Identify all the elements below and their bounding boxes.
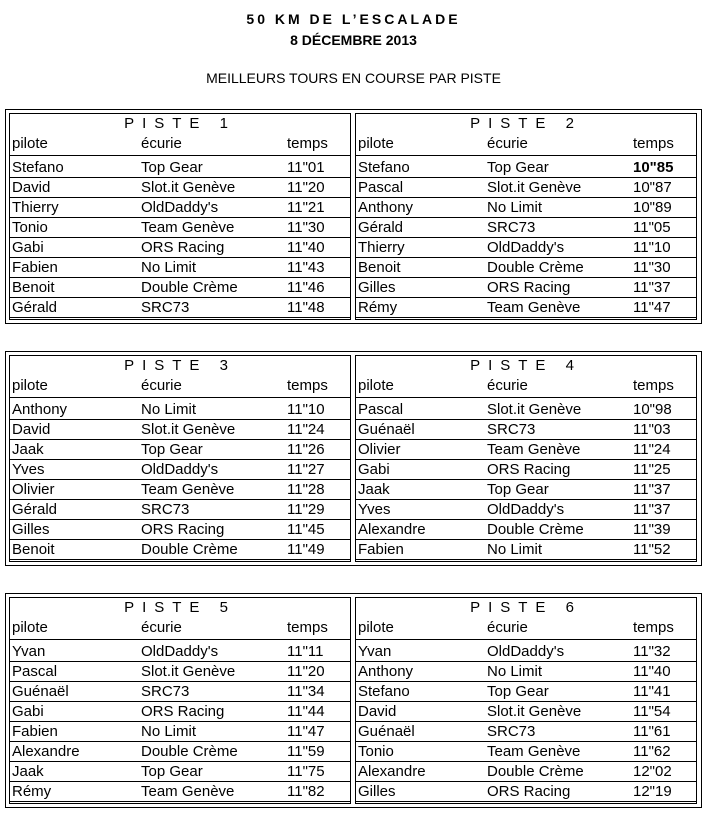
cell-pilote: Gabi	[358, 461, 390, 478]
cell-pilote: Pascal	[12, 663, 58, 680]
column-header-temps: temps	[287, 135, 328, 152]
column-header-pilote: pilote	[358, 377, 394, 394]
cell-temps: 11"26	[287, 441, 325, 458]
cell-ecurie: OldDaddy's	[141, 199, 219, 216]
piste-group-1	[5, 109, 702, 324]
cell-pilote: Benoit	[12, 279, 55, 296]
cell-temps: 11"54	[633, 703, 671, 720]
column-header-temps: temps	[633, 135, 674, 152]
cell-temps: 11"37	[633, 279, 671, 296]
cell-temps: 11"20	[287, 179, 325, 196]
cell-pilote: Benoit	[12, 541, 55, 558]
table-body	[356, 400, 696, 560]
cell-ecurie: Top Gear	[487, 481, 549, 498]
table-row	[356, 440, 696, 460]
table-row	[356, 460, 696, 480]
table-row	[10, 520, 350, 540]
column-header-ecurie: écurie	[487, 377, 528, 394]
cell-ecurie: No Limit	[487, 199, 543, 216]
cell-ecurie: Double Crème	[487, 521, 584, 538]
cell-pilote: Fabien	[12, 259, 58, 276]
cell-temps: 11"10	[287, 401, 325, 418]
table-row	[356, 642, 696, 662]
table-row	[10, 742, 350, 762]
cell-pilote: Jaak	[12, 763, 44, 780]
cell-temps: 11"20	[287, 663, 325, 680]
cell-temps: 11"11	[287, 643, 324, 660]
cell-ecurie: SRC73	[141, 683, 190, 700]
table-row	[356, 298, 696, 318]
cell-pilote: Anthony	[12, 401, 68, 418]
cell-ecurie: SRC73	[141, 299, 190, 316]
cell-ecurie: Double Crème	[487, 259, 584, 276]
table-row	[356, 520, 696, 540]
cell-ecurie: Team Genève	[487, 299, 581, 316]
cell-ecurie: SRC73	[141, 501, 190, 518]
table-row	[356, 702, 696, 722]
cell-pilote: Yves	[358, 501, 391, 518]
header-divider	[356, 397, 696, 398]
table-row	[356, 278, 696, 298]
cell-ecurie: ORS Racing	[141, 521, 225, 538]
column-header-temps: temps	[633, 377, 674, 394]
cell-pilote: Stefano	[358, 683, 410, 700]
cell-temps: 12"02	[633, 763, 672, 780]
cell-pilote: Gabi	[12, 239, 44, 256]
cell-ecurie: Top Gear	[141, 441, 203, 458]
table-row	[356, 258, 696, 278]
table-row	[10, 682, 350, 702]
cell-ecurie: Team Genève	[141, 783, 235, 800]
cell-pilote: Tonio	[12, 219, 48, 236]
cell-pilote: David	[12, 421, 51, 438]
table-row	[10, 178, 350, 198]
cell-temps: 11"03	[633, 421, 671, 438]
table-row	[356, 400, 696, 420]
cell-ecurie: SRC73	[487, 421, 536, 438]
table-row	[356, 158, 696, 178]
table-row	[10, 762, 350, 782]
cell-pilote: Gilles	[358, 279, 396, 296]
cell-ecurie: OldDaddy's	[487, 643, 565, 660]
cell-temps: 10"89	[633, 199, 672, 216]
table-body	[10, 642, 350, 802]
column-header-ecurie: écurie	[487, 135, 528, 152]
cell-ecurie: Slot.it Genève	[141, 421, 236, 438]
cell-temps: 11"39	[633, 521, 671, 538]
cell-temps: 10"98	[633, 401, 672, 418]
table-row	[10, 662, 350, 682]
column-header-temps: temps	[287, 377, 328, 394]
piste-title: PISTE 1	[124, 115, 236, 132]
cell-ecurie: OldDaddy's	[487, 501, 565, 518]
cell-pilote: Guénaël	[358, 723, 415, 740]
table-row	[356, 742, 696, 762]
cell-temps: 11"47	[633, 299, 671, 316]
cell-pilote: Fabien	[358, 541, 404, 558]
document-title: 50 KM DE L’ESCALADE	[246, 11, 461, 27]
cell-temps: 11"48	[287, 299, 325, 316]
table-row	[10, 540, 350, 560]
column-header-ecurie: écurie	[141, 619, 182, 636]
cell-ecurie: Double Crème	[487, 763, 584, 780]
cell-temps: 11"24	[633, 441, 671, 458]
cell-temps: 11"45	[287, 521, 325, 538]
cell-pilote: Guénaël	[12, 683, 69, 700]
cell-pilote: Jaak	[12, 441, 44, 458]
piste-title: PISTE 6	[470, 599, 582, 616]
cell-pilote: Alexandre	[358, 763, 426, 780]
cell-temps: 11"32	[633, 643, 671, 660]
cell-temps: 11"37	[633, 481, 671, 498]
cell-ecurie: Team Genève	[141, 481, 235, 498]
piste-table	[355, 113, 697, 320]
cell-temps: 11"24	[287, 421, 325, 438]
cell-ecurie: SRC73	[487, 219, 536, 236]
piste-title: PISTE 3	[124, 357, 236, 374]
table-row	[356, 178, 696, 198]
table-row	[10, 278, 350, 298]
cell-ecurie: No Limit	[141, 401, 197, 418]
cell-ecurie: OldDaddy's	[141, 461, 219, 478]
table-row	[10, 500, 350, 520]
cell-temps: 11"62	[633, 743, 671, 760]
table-row	[10, 258, 350, 278]
cell-temps: 10"87	[633, 179, 672, 196]
cell-temps: 11"01	[287, 159, 325, 176]
cell-ecurie: ORS Racing	[141, 239, 225, 256]
table-row	[356, 722, 696, 742]
table-row	[10, 722, 350, 742]
table-row	[356, 682, 696, 702]
cell-temps: 11"40	[633, 663, 671, 680]
document-subtitle: MEILLEURS TOURS EN COURSE PAR PISTE	[206, 70, 501, 86]
column-header-pilote: pilote	[12, 619, 48, 636]
cell-pilote: Gérald	[358, 219, 404, 236]
cell-pilote: Gilles	[12, 521, 50, 538]
cell-ecurie: No Limit	[141, 723, 197, 740]
header-divider	[10, 397, 350, 398]
cell-temps: 11"05	[633, 219, 671, 236]
cell-ecurie: Top Gear	[141, 763, 203, 780]
cell-temps: 11"49	[287, 541, 325, 558]
piste-group-3	[5, 593, 702, 808]
header-divider	[356, 639, 696, 640]
cell-pilote: David	[12, 179, 51, 196]
cell-pilote: Yvan	[12, 643, 46, 660]
cell-temps: 11"27	[287, 461, 325, 478]
cell-ecurie: Double Crème	[141, 279, 238, 296]
cell-temps: 11"30	[633, 259, 671, 276]
piste-table	[355, 597, 697, 804]
column-header-pilote: pilote	[358, 619, 394, 636]
table-row	[10, 642, 350, 662]
header-divider	[356, 155, 696, 156]
cell-pilote: Yves	[12, 461, 45, 478]
cell-pilote: Thierry	[12, 199, 59, 216]
cell-pilote: Gilles	[358, 783, 396, 800]
cell-pilote: Rémy	[358, 299, 398, 316]
cell-pilote: David	[358, 703, 397, 720]
cell-temps: 11"30	[287, 219, 325, 236]
cell-temps: 11"10	[633, 239, 671, 256]
table-row	[356, 218, 696, 238]
table-row	[10, 782, 350, 802]
cell-pilote: Anthony	[358, 199, 414, 216]
cell-pilote: Stefano	[358, 159, 410, 176]
table-row	[356, 238, 696, 258]
table-row	[356, 420, 696, 440]
table-row	[10, 480, 350, 500]
table-row	[10, 460, 350, 480]
cell-temps: 11"75	[287, 763, 325, 780]
table-body	[10, 158, 350, 318]
cell-temps: 11"21	[287, 199, 325, 216]
cell-ecurie: ORS Racing	[141, 703, 225, 720]
table-row	[10, 440, 350, 460]
piste-title: PISTE 4	[470, 357, 582, 374]
cell-pilote: Gabi	[12, 703, 44, 720]
cell-ecurie: Slot.it Genève	[141, 179, 236, 196]
column-header-pilote: pilote	[358, 135, 394, 152]
table-body	[356, 158, 696, 318]
cell-pilote: Pascal	[358, 179, 404, 196]
table-row	[10, 218, 350, 238]
cell-ecurie: ORS Racing	[487, 461, 571, 478]
cell-ecurie: No Limit	[487, 541, 543, 558]
cell-ecurie: Team Genève	[141, 219, 235, 236]
column-header-pilote: pilote	[12, 135, 48, 152]
cell-pilote: Stefano	[12, 159, 64, 176]
cell-pilote: Gérald	[12, 501, 58, 518]
cell-temps: 11"47	[287, 723, 325, 740]
cell-temps: 11"29	[287, 501, 325, 518]
cell-ecurie: No Limit	[141, 259, 197, 276]
cell-temps: 11"37	[633, 501, 671, 518]
piste-title: PISTE 2	[470, 115, 582, 132]
cell-pilote: Thierry	[358, 239, 405, 256]
cell-temps: 11"82	[287, 783, 325, 800]
cell-ecurie: Slot.it Genève	[487, 703, 582, 720]
cell-temps: 11"46	[287, 279, 325, 296]
cell-ecurie: Top Gear	[487, 159, 549, 176]
cell-pilote: Alexandre	[358, 521, 426, 538]
cell-pilote: Olivier	[12, 481, 55, 498]
cell-temps: 11"52	[633, 541, 671, 558]
cell-ecurie: Top Gear	[141, 159, 203, 176]
cell-pilote: Benoit	[358, 259, 401, 276]
cell-ecurie: OldDaddy's	[487, 239, 565, 256]
table-row	[10, 420, 350, 440]
table-row	[10, 198, 350, 218]
column-header-temps: temps	[287, 619, 328, 636]
cell-pilote: Alexandre	[12, 743, 80, 760]
column-header-ecurie: écurie	[141, 377, 182, 394]
header-divider	[10, 639, 350, 640]
table-row	[356, 662, 696, 682]
cell-pilote: Tonio	[358, 743, 394, 760]
cell-temps: 11"25	[633, 461, 671, 478]
cell-pilote: Yvan	[358, 643, 392, 660]
table-body	[10, 400, 350, 560]
piste-table	[9, 597, 351, 804]
cell-pilote: Fabien	[12, 723, 58, 740]
cell-pilote: Jaak	[358, 481, 390, 498]
piste-group-2	[5, 351, 702, 566]
cell-temps: 11"61	[633, 723, 671, 740]
cell-ecurie: No Limit	[487, 663, 543, 680]
table-row	[10, 298, 350, 318]
table-row	[356, 500, 696, 520]
column-header-ecurie: écurie	[141, 135, 182, 152]
table-row	[356, 198, 696, 218]
cell-ecurie: Double Crème	[141, 541, 238, 558]
table-row	[356, 480, 696, 500]
cell-pilote: Olivier	[358, 441, 401, 458]
cell-pilote: Gérald	[12, 299, 58, 316]
column-header-temps: temps	[633, 619, 674, 636]
table-row	[10, 702, 350, 722]
document-date: 8 DÉCEMBRE 2013	[290, 32, 417, 48]
cell-ecurie: Slot.it Genève	[487, 179, 582, 196]
piste-table	[9, 355, 351, 562]
cell-ecurie: ORS Racing	[487, 783, 571, 800]
table-row	[10, 238, 350, 258]
cell-ecurie: OldDaddy's	[141, 643, 219, 660]
column-header-ecurie: écurie	[487, 619, 528, 636]
cell-ecurie: Team Genève	[487, 743, 581, 760]
cell-ecurie: Slot.it Genève	[141, 663, 236, 680]
cell-temps: 11"41	[633, 683, 671, 700]
cell-ecurie: ORS Racing	[487, 279, 571, 296]
cell-temps: 11"59	[287, 743, 325, 760]
cell-ecurie: Slot.it Genève	[487, 401, 582, 418]
table-row	[10, 400, 350, 420]
table-row	[356, 762, 696, 782]
cell-temps: 12"19	[633, 783, 672, 800]
table-row	[356, 782, 696, 802]
column-header-pilote: pilote	[12, 377, 48, 394]
table-body	[356, 642, 696, 802]
cell-pilote: Rémy	[12, 783, 52, 800]
cell-temps: 10"85	[633, 159, 674, 176]
cell-pilote: Guénaël	[358, 421, 415, 438]
piste-table	[355, 355, 697, 562]
cell-ecurie: Team Genève	[487, 441, 581, 458]
cell-temps: 11"40	[287, 239, 325, 256]
cell-temps: 11"28	[287, 481, 325, 498]
cell-ecurie: Top Gear	[487, 683, 549, 700]
cell-temps: 11"44	[287, 703, 325, 720]
table-row	[356, 540, 696, 560]
cell-temps: 11"43	[287, 259, 325, 276]
table-row	[10, 158, 350, 178]
cell-temps: 11"34	[287, 683, 325, 700]
cell-ecurie: Double Crème	[141, 743, 238, 760]
cell-pilote: Pascal	[358, 401, 404, 418]
cell-ecurie: SRC73	[487, 723, 536, 740]
header-divider	[10, 155, 350, 156]
piste-table	[9, 113, 351, 320]
cell-pilote: Anthony	[358, 663, 414, 680]
piste-title: PISTE 5	[124, 599, 236, 616]
